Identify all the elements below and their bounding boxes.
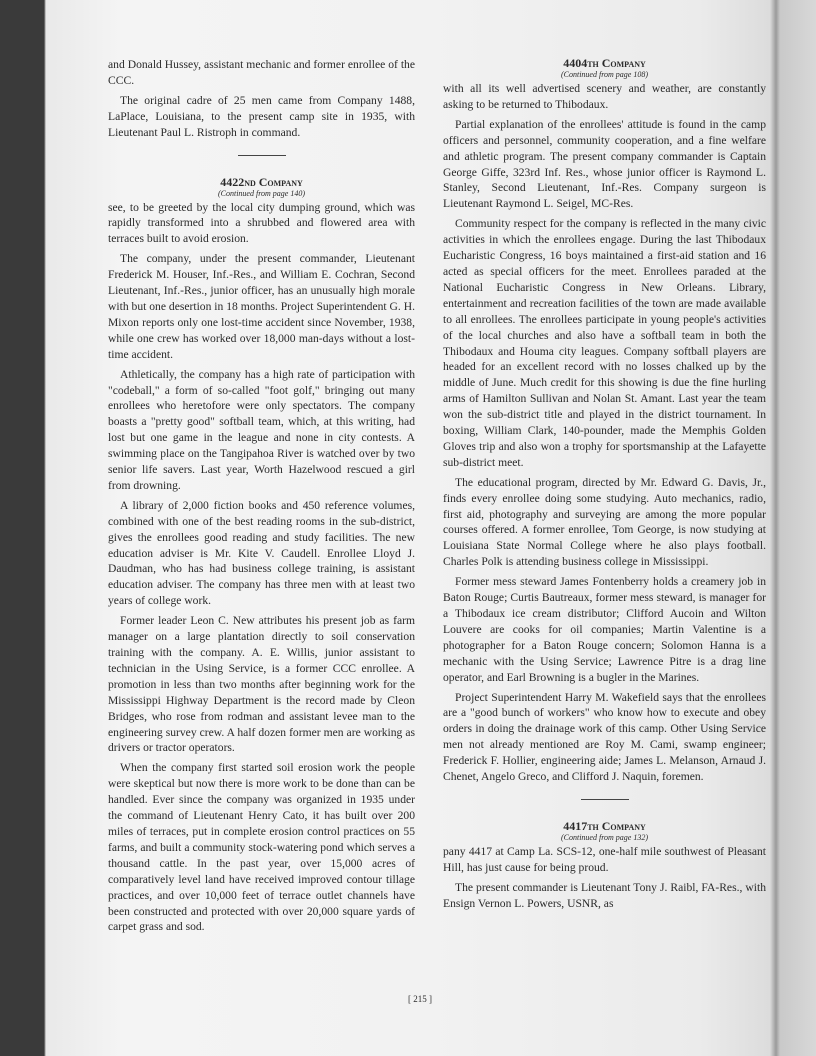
paragraph: Project Superintendent Harry M. Wakefield says that the enrollees are a "good bunch of workers" who know how to execute and obey orders in doing the drainage work of this camp. Other Using Service men not already mentioned are Roy M. Cami, swamp engineer; Frederick F. Hollier, engineering aide; James L. Melanson, Arnaud J. Chenet, Angelo Greco, and Clifford J. Naquin, foremen. — [443, 690, 766, 784]
paragraph: Community respect for the company is reflected in the many civic activities in which the enrollees engage. During the last Thibodaux Eucharistic Congress, 16 boys maintained a first-aid station and 16 acted as special officers for the meet. Enrollees paraded at the National Eucharistic Congress in New Orleans. Library, entertainment and recreation facilities of the town are made available to all enrollees. The enrollees participate in young people's activities of the local churches and also have a softball team in both the Thibodaux and Houma city leagues. Company softball players are headed for an excellent record with no losses chalked up by the middle of June. Much credit for this showing is due the fine hurling arms of Hamilton Sullivan and Nolan St. Amant. Last year the team won the sub-district title and played in the district tournament. In boxing, William Clark, 140-pounder, made the Memphis Golden Gloves trip and also won a trophy for sportsmanship at the Lafayette sub-district meet. — [443, 217, 766, 469]
section-divider — [238, 155, 286, 156]
paragraph: see, to be greeted by the local city dumping ground, which was rapidly transformed into a shrubbed and flowered area with terraces built to avoid erosion. — [108, 200, 415, 246]
paragraph: Athletically, the company has a high rate of participation with "codeball," a form of so-called "foot golf," bringing out many enrollees who heretofore were only spectators. The company boasts a "pretty good" softball team, which, at this writing, had lost but one game in the league and none in city contests. A swimming place on the Tangipahoa River is watched over by two senior life savers. Last year, Worth Hazelwood rescued a girl from drowning. — [108, 367, 415, 492]
paragraph: The company, under the present commander, Lieutenant Frederick M. Houser, Inf.-Res., and William E. Cochran, Second Lieutenant, Inf.-Res., junior officer, has an unusually high morale with but one desertion in 18 months. Project Superintendent G. H. Mixon reports only one lost-time accident since November, 1938, while one crew has worked over 18,000 man-days without a lost-time accident. — [108, 252, 415, 361]
continued-note: (Continued from page 132) — [560, 832, 649, 842]
section-divider — [581, 799, 629, 800]
paragraph: Partial explanation of the enrollees' attitude is found in the camp officers and personnel, community cooperation, and a fine welfare and athletic program. The present company commander is Captain George Giffe, 323rd Inf. Res., whose junior officer is Raymond L. Stanley, Second Lieutenant, Inf.-Res. Company surgeon is Lieutenant Raymond L. Seigel, MC-Res. — [443, 117, 766, 211]
paragraph: Former mess steward James Fontenberry holds a creamery job in Baton Rouge; Curtis Bautreaux, former mess steward, is manager for a Thibodaux ice cream distributor; Clifford Aucoin and Wilton Louvere are cooks for oil companies; Martin Valentine is a photographer for a Baton Rouge concern; Solomon Hanna is a mechanic with the Using Service; Lawrence Pitre is a drag line operator, and Earl Browning is a bugler in the Marines. — [443, 575, 766, 684]
paragraph: The educational program, directed by Mr. Edward G. Davis, Jr., finds every enrollee doing some studying. Auto mechanics, radio, first aid, photography and surveying are among the more popular courses offered. A former enrollee, Tom George, is now studying at Louisiana State Normal College where he also plays football. Charles Polk is attending business college in Mississippi. — [443, 475, 766, 569]
paragraph: The original cadre of 25 men came from Company 1488, LaPlace, Louisiana, to the present camp site in 1935, with Lieutenant Paul L. Ristroph in command. — [108, 93, 415, 139]
section-heading-4404: 4404th Company — [563, 56, 646, 70]
page-number: [ 215 ] — [408, 994, 432, 1004]
left-column — [108, 57, 415, 939]
right-column — [443, 57, 766, 916]
paragraph: with all its well advertised scenery and weather, are constantly asking to be returned to Thibodaux. — [443, 82, 766, 111]
continued-note: (Continued from page 108) — [560, 70, 649, 79]
paragraph: pany 4417 at Camp La. SCS-12, one-half mile southwest of Pleasant Hill, has just cause for being proud. — [443, 844, 766, 874]
paragraph: Former leader Leon C. New attributes his present job as farm manager on a large plantation directly to soil conservation training with the company. A. E. Willis, junior assistant to technician in the Using Service, is a former CCC enrollee. A promotion in less than two months after beginning work for the Mississippi Highway Department is the record made by Cleon Bridges, who rose from rodman and assistant levee man to the engineering survey crew. A half dozen former men are working as drivers or tractor operators. — [108, 614, 415, 755]
paragraph: When the company first started soil erosion work the people were skeptical but now there is more work to be done than can be handled. Ever since the company was organized in 1935 under the command of Lieutenant Henry Cato, it has built over 200 miles of terraces, put in complete erosion control practices on 55 farms, and built a community stock-watering pond which serves a thousand cattle. In the past year, over 15,000 acres of comparatively level land have received improved contour tillage practices, and over 10,000 feet of terrace outlet channels have been constructed and protected with over 20,000 square yards of carpet grass and sod. — [108, 761, 415, 934]
continued-note: (Continued from page 140) — [217, 188, 306, 198]
section-heading-4417: 4417th Company — [563, 818, 646, 833]
section-heading-4422: 4422nd Company — [220, 174, 303, 189]
paragraph: The present commander is Lieutenant Tony J. Raibl, FA-Res., with Ensign Vernon L. Powers, USNR, as — [443, 880, 766, 910]
paragraph: A library of 2,000 fiction books and 450 reference volumes, combined with one of the best reading rooms in the sub-district, gives the enrollees good reading and study facilities. The new education adviser is Mr. Kite V. Caudell. Enrollee Lloyd J. Daudman, who has had business college training, is assistant education adviser. The company has three men with at least two years of college work. — [108, 498, 415, 608]
paragraph: and Donald Hussey, assistant mechanic and former enrollee of the CCC. — [108, 58, 415, 87]
